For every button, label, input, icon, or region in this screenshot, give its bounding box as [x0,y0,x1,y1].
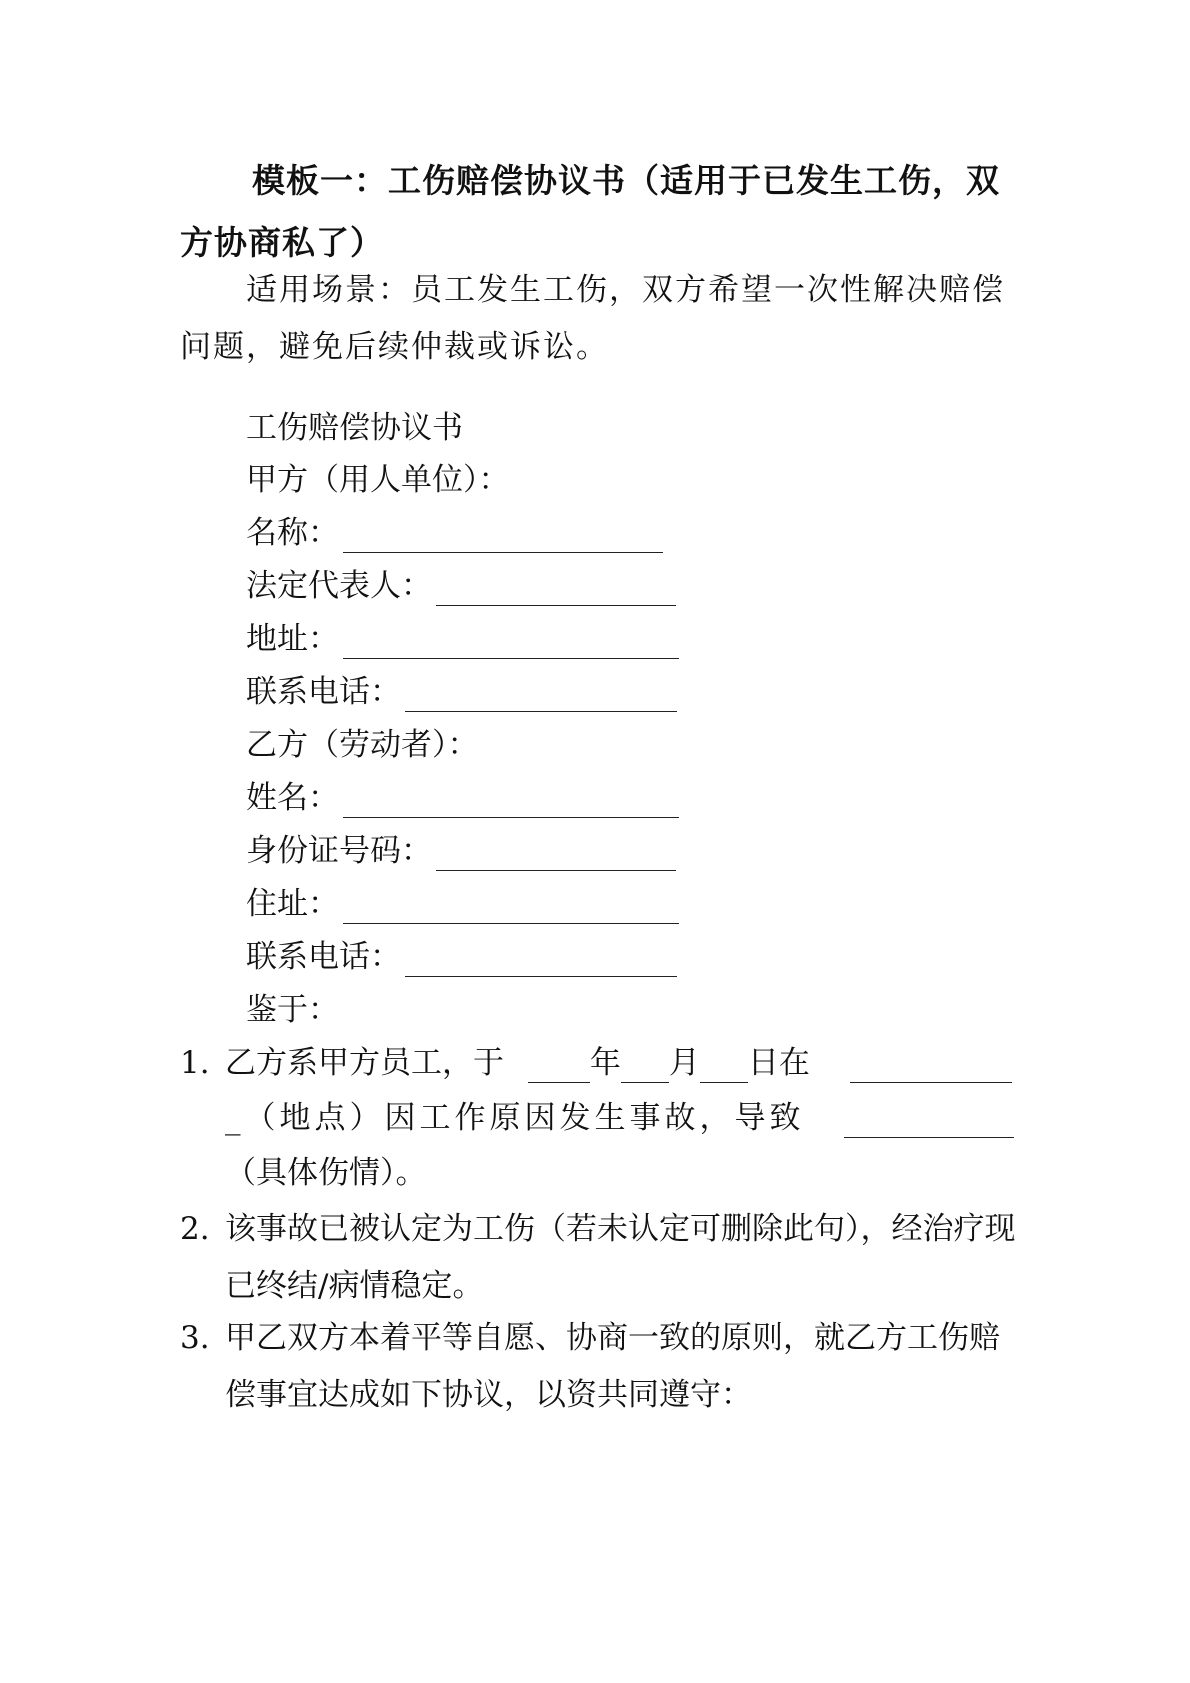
item-3-text: 甲乙双方本着平等自愿、协商一致的原则，就乙方工伤赔偿事宜达成如下协议，以资共同遵守： [225,1320,1000,1413]
item-2 [180,1201,1020,1315]
party-a-name-field: 名称： [246,513,663,553]
item-1-number: 1. [180,1045,210,1081]
scenario-paragraph: 适用场景：员工发生工伤，双方希望一次性解决赔偿问题，避免后续仲裁或诉讼。 [180,272,1005,365]
party-a-name-blank[interactable] [343,524,663,553]
item-1-day-blank[interactable] [700,1052,748,1083]
party-b-name-blank[interactable] [343,789,679,818]
item-2-text: 该事故已被认定为工伤（若未认定可删除此句），经治疗现已终结/病情稳定。 [225,1211,1016,1304]
party-b-phone-blank[interactable] [405,948,677,977]
party-b-id-field: 身份证号码： [246,831,676,871]
item-1-line-1: 乙方系甲方员工，于 年 月 日在 [225,1043,1012,1083]
item-2-number: 2. [180,1211,210,1247]
party-a-phone-blank[interactable] [405,683,677,712]
party-a-rep-field: 法定代表人： [246,566,676,606]
item-3-number: 3. [180,1320,210,1356]
item-1-month-blank[interactable] [621,1052,669,1083]
party-b-name-field: 姓名： [246,778,679,818]
party-a-rep-blank[interactable] [436,577,676,606]
party-a-address-blank[interactable] [343,630,679,659]
party-b-phone-field: 联系电话： [246,937,677,977]
item-3 [180,1310,1020,1424]
party-b-id-blank[interactable] [436,842,676,871]
document-title: 模板一：工伤赔偿协议书（适用于已发生工伤，双方协商私了） [180,161,1000,262]
party-b-address-field: 住址： [246,884,679,924]
party-a-phone-field: 联系电话： [246,672,677,712]
agreement-title: 工伤赔偿协议书 [246,410,463,446]
item-1-line-3: （具体伤情）。 [225,1155,427,1191]
item-1-location-blank[interactable] [850,1052,1012,1083]
party-b-heading: 乙方（劳动者）： [246,727,479,763]
item-1-year-blank[interactable] [528,1052,590,1083]
item-1-injury-blank[interactable] [844,1107,1014,1138]
party-b-address-blank[interactable] [343,895,679,924]
party-a-address-field: 地址： [246,619,679,659]
item-1-line-2: _（地点）因工作原因发生事故，导致 [225,1098,1014,1138]
party-a-heading: 甲方（用人单位）： [246,462,510,498]
whereas-label: 鉴于： [246,992,339,1028]
